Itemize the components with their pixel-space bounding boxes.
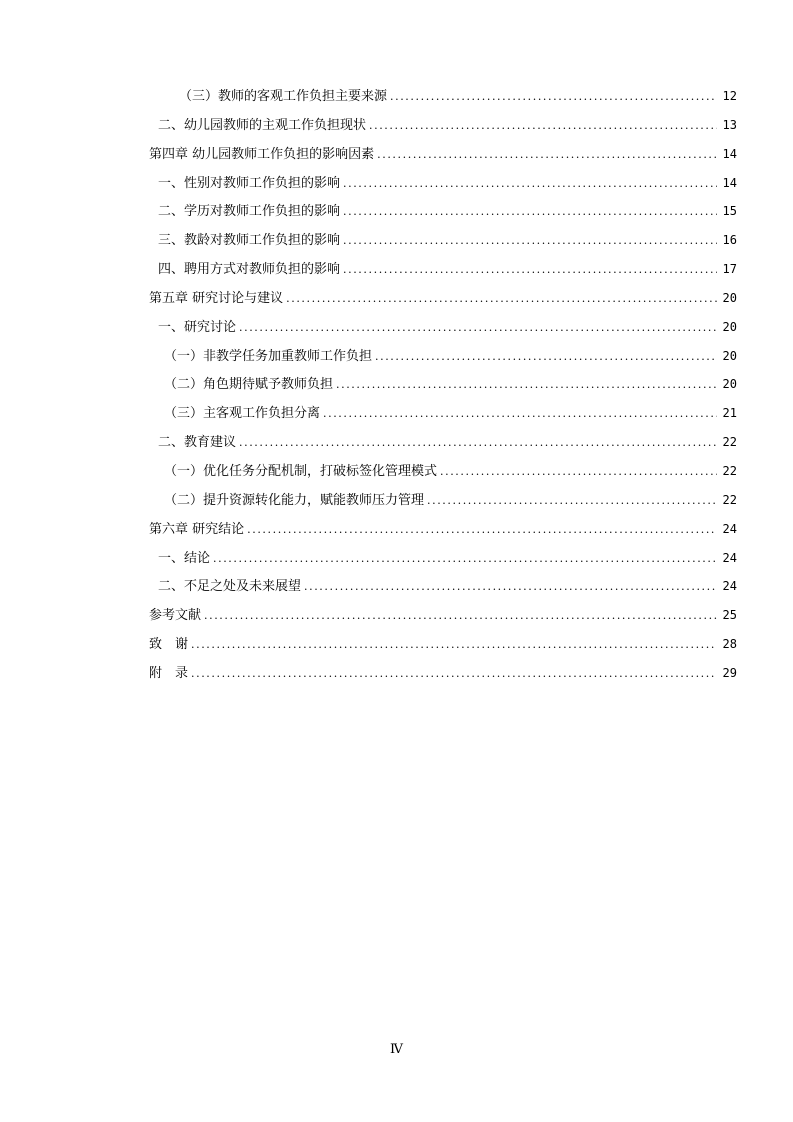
dot-leader (213, 545, 717, 574)
table-of-contents (149, 82, 737, 688)
toc-entry[interactable] (149, 284, 737, 313)
dot-leader (239, 314, 717, 343)
toc-entry-page: 22 (722, 435, 737, 450)
toc-entry-page: 17 (722, 262, 737, 277)
dot-leader (369, 112, 717, 141)
toc-entry-title: 第四章 幼儿园教师工作负担的影响因素 (149, 146, 375, 162)
toc-entry-page: 14 (722, 146, 737, 161)
toc-entry-title: 第五章 研究讨论与建议 (149, 290, 284, 306)
toc-entry[interactable] (149, 544, 737, 573)
toc-entry-title: 第六章 研究结论 (149, 521, 245, 537)
dot-leader (427, 487, 717, 516)
toc-entry-page: 14 (722, 175, 737, 190)
dot-leader (204, 602, 717, 631)
dot-leader (191, 631, 717, 660)
toc-entry[interactable] (149, 313, 737, 342)
toc-entry-page: 24 (722, 550, 737, 565)
toc-entry-title: （二）提升资源转化能力，赋能教师压力管理 (164, 492, 425, 508)
dot-leader (343, 256, 717, 285)
toc-entry-page: 21 (722, 406, 737, 421)
toc-entry[interactable] (149, 399, 737, 428)
toc-entry[interactable] (149, 572, 737, 601)
toc-entry-page: 24 (722, 521, 737, 536)
toc-entry[interactable] (149, 486, 737, 515)
toc-entry-title: 四、聘用方式对教师负担的影响 (158, 262, 341, 278)
page-number: Ⅳ (390, 1041, 403, 1056)
toc-entry-page: 24 (722, 579, 737, 594)
toc-entry-title: 一、结论 (158, 550, 211, 566)
toc-entry[interactable] (149, 140, 737, 169)
dot-leader (343, 198, 717, 227)
dot-leader (336, 371, 717, 400)
toc-entry-page: 29 (722, 665, 737, 680)
toc-entry[interactable] (149, 630, 737, 659)
toc-entry-title: 附 录 (149, 665, 189, 681)
toc-entry-page: 16 (722, 233, 737, 248)
toc-entry-page: 22 (722, 463, 737, 478)
dot-leader (343, 227, 717, 256)
dot-leader (390, 83, 717, 112)
toc-entry[interactable] (149, 428, 737, 457)
toc-entry-page: 15 (722, 204, 737, 219)
toc-entry-title: 致 谢 (149, 637, 189, 653)
dot-leader (191, 660, 717, 689)
toc-entry[interactable] (149, 169, 737, 198)
toc-entry-title: （一）优化任务分配机制，打破标签化管理模式 (164, 463, 438, 479)
toc-entry[interactable] (149, 515, 737, 544)
dot-leader (239, 429, 717, 458)
dot-leader (286, 285, 717, 314)
toc-entry-page: 20 (722, 377, 737, 392)
toc-entry-page: 20 (722, 319, 737, 334)
toc-entry[interactable] (149, 197, 737, 226)
dot-leader (304, 573, 717, 602)
toc-entry-title: 一、性别对教师工作负担的影响 (158, 175, 341, 191)
toc-entry[interactable] (149, 659, 737, 688)
dot-leader (377, 141, 717, 170)
toc-entry[interactable] (149, 342, 737, 371)
toc-entry-title: （三）教师的客观工作负担主要来源 (179, 89, 388, 104)
toc-entry-title: 一、研究讨论 (158, 319, 237, 335)
dot-leader (323, 400, 717, 429)
toc-entry-title: 参考文献 (149, 608, 202, 624)
toc-entry-title: 二、幼儿园教师的主观工作负担现状 (158, 117, 367, 133)
toc-entry[interactable] (149, 255, 737, 284)
toc-entry[interactable] (149, 457, 737, 486)
toc-entry-page: 20 (722, 290, 737, 305)
toc-entry-title: 二、不足之处及未来展望 (158, 579, 302, 595)
toc-entry-title: （二）角色期待赋予教师负担 (164, 377, 334, 393)
toc-entry[interactable] (149, 601, 737, 630)
toc-entry-page: 28 (722, 637, 737, 652)
toc-entry[interactable] (149, 370, 737, 399)
dot-leader (440, 458, 717, 487)
toc-entry-title: （一）非教学任务加重教师工作负担 (164, 348, 373, 364)
toc-entry-page: 22 (722, 492, 737, 507)
toc-entry-page: 13 (722, 117, 737, 132)
toc-entry[interactable] (149, 82, 737, 111)
dot-leader (247, 516, 717, 545)
toc-entry-title: 二、学历对教师工作负担的影响 (158, 204, 341, 220)
toc-entry-page: 25 (722, 608, 737, 623)
toc-entry-title: （三）主客观工作负担分离 (164, 406, 321, 422)
dot-leader (343, 170, 717, 199)
toc-entry-title: 二、教育建议 (158, 435, 237, 451)
dot-leader (375, 343, 717, 372)
toc-entry-title: 三、教龄对教师工作负担的影响 (158, 233, 341, 249)
toc-entry[interactable] (149, 226, 737, 255)
toc-entry[interactable] (149, 111, 737, 140)
toc-entry-page: 20 (722, 348, 737, 363)
toc-entry-page: 12 (722, 89, 737, 103)
